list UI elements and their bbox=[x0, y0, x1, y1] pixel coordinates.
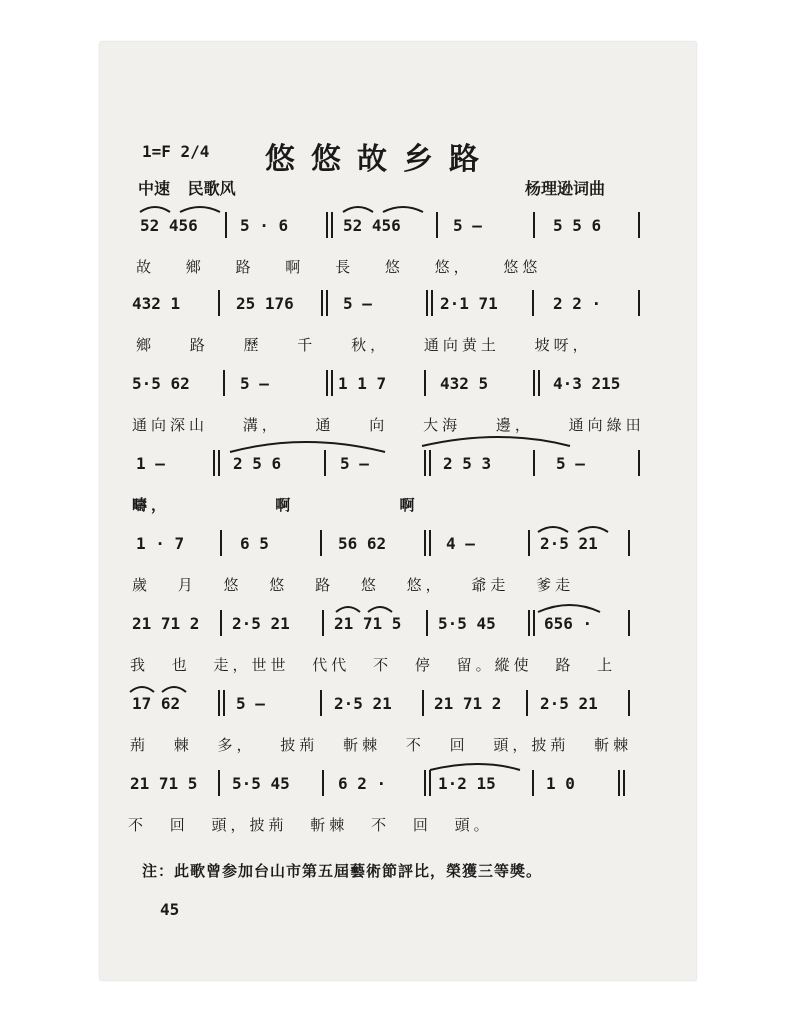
songbook-page bbox=[100, 42, 696, 980]
barline bbox=[528, 530, 530, 556]
double-barline bbox=[326, 370, 333, 396]
double-barline bbox=[424, 770, 431, 796]
measure: 5 · 6 bbox=[240, 216, 289, 235]
double-barline bbox=[218, 690, 225, 716]
measure: 5 — bbox=[340, 454, 369, 473]
barline bbox=[628, 530, 630, 556]
barline bbox=[638, 212, 640, 238]
measure: 5 — bbox=[556, 454, 585, 473]
measure: 2·5 21 bbox=[540, 694, 598, 713]
double-barline bbox=[426, 290, 433, 316]
barline bbox=[324, 450, 326, 476]
double-barline bbox=[618, 770, 625, 796]
barline bbox=[533, 212, 535, 238]
barline bbox=[322, 770, 324, 796]
measure: 2·1 71 bbox=[440, 294, 498, 313]
lyrics-line: 歲 月 悠 悠 路 悠 悠， 爺走 爹走 bbox=[132, 576, 575, 594]
lyrics-line: 疇， 啊 啊 bbox=[132, 496, 419, 514]
barline bbox=[532, 290, 534, 316]
measure: 2·5 21 bbox=[232, 614, 290, 633]
barline bbox=[628, 610, 630, 636]
notation-line bbox=[128, 608, 668, 648]
barline bbox=[322, 610, 324, 636]
barline bbox=[218, 290, 220, 316]
barline bbox=[532, 770, 534, 796]
measure: 432 5 bbox=[440, 374, 489, 393]
measure: 5 — bbox=[453, 216, 482, 235]
lyrics-line: 我 也 走，世世 代代 不 停 留。縱使 路 上 bbox=[130, 656, 617, 674]
lyrics-line: 故 鄉 路 啊 長 悠 悠， 悠悠 bbox=[136, 258, 542, 276]
measure: 21 71 2 bbox=[434, 694, 502, 713]
measure: 2·5 21 bbox=[540, 534, 598, 553]
notation-line bbox=[128, 768, 668, 808]
double-barline bbox=[533, 370, 540, 396]
measure: 1 · 7 bbox=[136, 534, 185, 553]
notation-line bbox=[128, 688, 668, 728]
barline bbox=[218, 770, 220, 796]
lyrics-line: 不 回 頭，披荊 斬棘 不 回 頭。 bbox=[128, 816, 493, 834]
measure: 21 71 2 bbox=[132, 614, 200, 633]
measure: 2 5 6 bbox=[233, 454, 282, 473]
barline bbox=[424, 370, 426, 396]
barline bbox=[533, 450, 535, 476]
barline bbox=[526, 690, 528, 716]
measure: 6 2 · bbox=[338, 774, 387, 793]
measure: 6 5 bbox=[240, 534, 269, 553]
measure: 4 — bbox=[446, 534, 475, 553]
notation-line bbox=[128, 210, 668, 250]
notation-line bbox=[128, 288, 668, 328]
tempo-marking: 中速 民歌风 bbox=[138, 179, 236, 198]
composer-credit: 杨理逊词曲 bbox=[525, 179, 606, 198]
footnote: 注：此歌曾参加台山市第五屆藝術節評比，榮獲三等獎。 bbox=[142, 862, 543, 880]
lyrics-line: 鄉 路 歷 千 秋， 通向黄土 坡呀， bbox=[136, 336, 592, 354]
measure: 1·2 15 bbox=[438, 774, 496, 793]
measure: 21 71 5 bbox=[334, 614, 402, 633]
measure: 4·3 215 bbox=[553, 374, 621, 393]
measure: 52 456 bbox=[140, 216, 198, 235]
measure: 5 — bbox=[240, 374, 269, 393]
barline bbox=[220, 530, 222, 556]
barline bbox=[628, 690, 630, 716]
measure: 1 1 7 bbox=[338, 374, 387, 393]
measure: 2 5 3 bbox=[443, 454, 492, 473]
double-barline bbox=[321, 290, 328, 316]
barline bbox=[220, 610, 222, 636]
measure: 2·5 21 bbox=[334, 694, 392, 713]
song-title: 悠悠故乡路 bbox=[265, 142, 495, 177]
page-number: 45 bbox=[160, 900, 180, 919]
measure: 5 — bbox=[343, 294, 372, 313]
barline bbox=[225, 212, 227, 238]
measure: 1 — bbox=[136, 454, 165, 473]
double-barline bbox=[528, 610, 535, 636]
notation-line bbox=[128, 448, 668, 488]
measure: 432 1 bbox=[132, 294, 181, 313]
notation-line bbox=[128, 528, 668, 568]
measure: 17 62 bbox=[132, 694, 181, 713]
double-barline bbox=[326, 212, 333, 238]
measure: 1 0 bbox=[546, 774, 575, 793]
key-signature: 1=F 2/4 bbox=[142, 142, 210, 161]
measure: 5·5 45 bbox=[232, 774, 290, 793]
barline bbox=[320, 690, 322, 716]
barline bbox=[638, 450, 640, 476]
barline bbox=[436, 212, 438, 238]
notation-line bbox=[128, 368, 668, 408]
barline bbox=[638, 290, 640, 316]
measure: 5 — bbox=[236, 694, 265, 713]
measure: 656 · bbox=[544, 614, 593, 633]
double-barline bbox=[424, 530, 431, 556]
measure: 25 176 bbox=[236, 294, 294, 313]
measure: 56 62 bbox=[338, 534, 387, 553]
barline bbox=[422, 690, 424, 716]
barline bbox=[320, 530, 322, 556]
barline bbox=[223, 370, 225, 396]
measure: 5·5 45 bbox=[438, 614, 496, 633]
lyrics-line: 通向深山 溝， 通 向 大海 邊， 通向綠田 bbox=[132, 416, 645, 434]
double-barline bbox=[213, 450, 220, 476]
measure: 52 456 bbox=[343, 216, 401, 235]
lyrics-line: 荊 棘 多， 披荊 斬棘 不 回 頭，披荊 斬棘 bbox=[130, 736, 633, 754]
double-barline bbox=[424, 450, 431, 476]
measure: 5·5 62 bbox=[132, 374, 190, 393]
measure: 2 2 · bbox=[553, 294, 602, 313]
measure: 5 5 6 bbox=[553, 216, 602, 235]
barline bbox=[426, 610, 428, 636]
measure: 21 71 5 bbox=[130, 774, 198, 793]
